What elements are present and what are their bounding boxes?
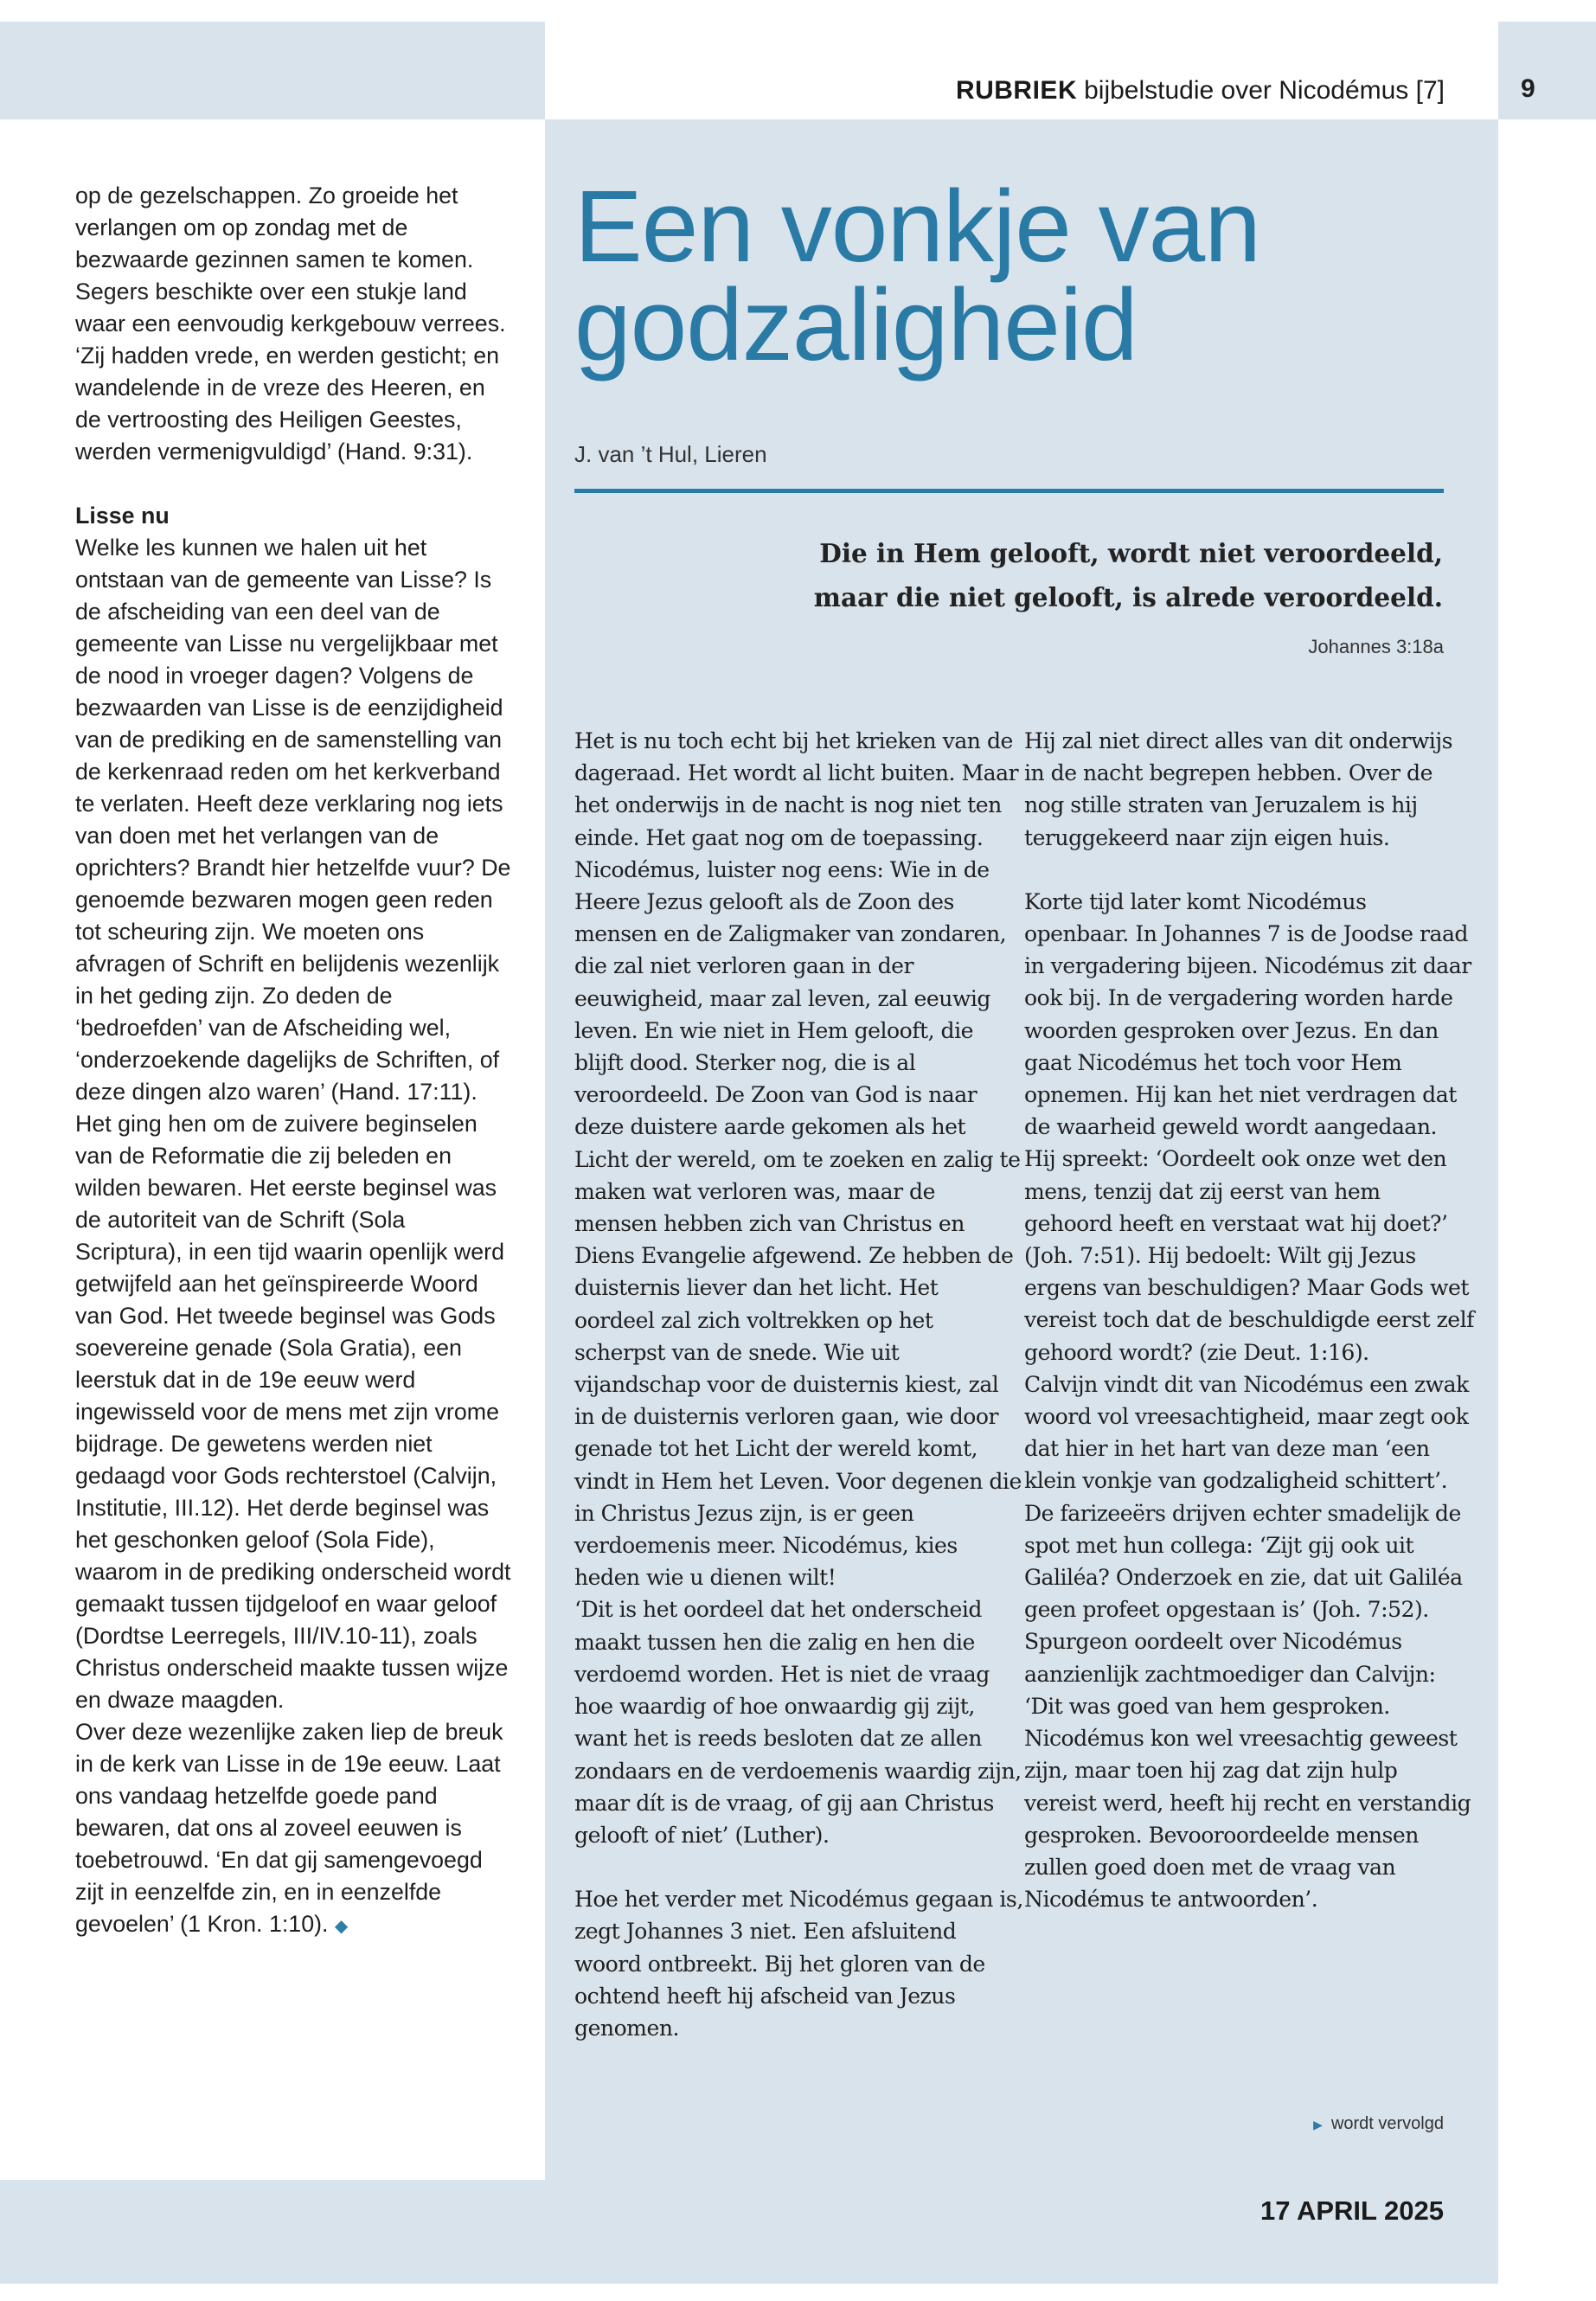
paragraph: Hij zal niet direct alles van dit onderwijs in de nacht begrepen hebben. Over de nog stille straten van Jeruzalem is hij teruggekeerd naar zijn eigen huis. xyxy=(1024,728,1452,850)
paragraph: Nicodémus, luister nog eens: Wie in de Heere Jezus gelooft als de Zoon des mensen en de Zaligmaker van zondaren, die zal niet verloren gaan in der eeuwigheid, maar zal leven, zal eeuwig leven. En wie niet in Hem gelooft, die blijft dood. Sterker nog, die is al veroordeeld. De Zoon van God is naar deze duistere aarde gekomen als het Licht der wereld, om te zoeken en zalig te maken wat verloren was, maar de mensen hebben zich van Christus en Diens Evangelie afgewend. Ze hebben de duisternis liever dan het licht. Het oordeel zal zich voltrekken op het scherpst van de snede. Wie uit vijandschap voor de duisternis kiest, zal in de duisternis verloren gaan, wie door genade tot het Licht der wereld komt, vindt in Hem het Leven. Voor degenen die in Christus Jezus zijn, is er geen verdoemenis meer. Nicodémus, kies heden wie u dienen wilt! xyxy=(574,856,1022,1591)
continued-label: wordt vervolgd xyxy=(1330,2114,1444,2133)
page-number: 9 xyxy=(1521,74,1535,103)
rubriek-label: RUBRIEK xyxy=(955,76,1078,105)
paragraph: op de gezelschappen. Zo groeide het verlangen om op zondag met de bezwaarde gezinnen samen te komen. Segers beschikte over een stukje land waar een eenvoudig kerkgebouw verrees. ‘Zij hadden vrede, en werden gesticht; en wandelende in de vreze des Heeren, en de vertroosting des Heiligen Geestes, werden vermenigvuldigd’ (Hand. 9:31). xyxy=(75,183,506,465)
paragraph: Korte tijd later komt Nicodémus openbaar. In Johannes 7 is de Joodse raad in vergadering bijeen. Nicodémus zit daar ook bij. In de vergadering worden harde woorden gesproken over Jezus. En dan gaat Nicodémus het toch voor Hem opnemen. Hij kan het niet verdragen dat de waarheid geweld wordt aangedaan. Hij spreekt: ‘Oordeelt ook onze wet den mens, tenzij dat zij eerst van hem gehoord heeft en verstaat wat hij doet?’ (Joh. 7:51). Hij bedoelt: Wilt gij Jezus ergens van beschuldigen? Maar Gods wet vereist toch dat de beschuldigde eerst zelf gehoord wordt? (zie Deut. 1:16). xyxy=(1024,888,1474,1365)
title-line: godzaligheid xyxy=(574,268,1138,382)
title-rule xyxy=(574,489,1444,493)
subheading: Lisse nu xyxy=(75,503,170,529)
paragraph: ‘Dit is het oordeel dat het onderscheid maakt tussen hen die zalig en hen die verdoemd worden. Het is niet de vraag hoe waardig of hoe onwaardig gij zijt, want het is reeds besloten dat ze allen zondaars en de verdoemenis waardig zijn, maar dít is de vraag, of gij aan Christus gelooft of niet’ (Luther). xyxy=(574,1597,1022,1848)
triangle-right-icon: ▶ xyxy=(1313,2118,1323,2131)
title-line: Een vonkje van xyxy=(574,170,1260,284)
continued-note xyxy=(1313,2114,1444,2134)
paragraph: Calvijn vindt dit van Nicodémus een zwak woord vol vreesachtigheid, maar zegt ook dat hier in het hart van deze man ‘een klein vonkje van godzaligheid schittert’. xyxy=(1024,1371,1469,1494)
paragraph: Spurgeon oordeelt over Nicodémus aanzienlijk zachtmoediger dan Calvijn: ‘Dit was goed van hem gesproken. Nicodémus kon wel vreesachtig geweest zijn, maar toen hij zag dat zijn hulp vereist werd, heeft hij recht en verstandig gesproken. Bevooroordeelde mensen zullen goed doen met de vraag van Nicodémus te antwoorden’. xyxy=(1024,1629,1471,1913)
quote-line: Die in Hem gelooft, wordt niet veroordeeld, xyxy=(819,538,1443,568)
article-column-2 xyxy=(1024,725,1474,1915)
end-mark-icon: ◆ xyxy=(334,1917,349,1936)
quote-reference: Johannes 3:18a xyxy=(1308,636,1444,657)
scripture-quote xyxy=(664,531,1443,619)
paragraph: Hoe het verder met Nicodémus gegaan is, zegt Johannes 3 niet. Een afsluitend woord ontbreekt. Bij het gloren van de ochtend heeft hij afscheid van Jezus genomen. xyxy=(574,1887,1023,2041)
article-column-1 xyxy=(574,725,1024,2044)
author-byline: J. van ’t Hul, Lieren xyxy=(574,441,767,467)
issue-date: 17 APRIL 2025 xyxy=(1260,2195,1444,2226)
section-title: bijbelstudie over Nicodémus [7] xyxy=(1084,76,1445,105)
quote-line: maar die niet gelooft, is alrede veroordeeld. xyxy=(813,582,1443,612)
paragraph-text: Over deze wezenlijke zaken liep de breuk in de kerk van Lisse in de 19e eeuw. Laat ons vandaag hetzelfde goede pand bewaren, dat ons al zoveel eeuwen is toebetrouwd. ‘En dat gij samengevoegd zijt in eenzelfde zin, en in eenzelfde gevoelen’ (1 Kron. 1:10). xyxy=(75,1719,503,1937)
header-band-right xyxy=(1498,22,1596,119)
article-title xyxy=(574,170,1474,382)
running-header xyxy=(956,76,1445,106)
paragraph: De farizeeërs drijven echter smadelijk de spot met hun collega: ‘Zijt gij ook uit Galiléa? Onderzoek en zie, dat uit Galiléa geen profeet opgestaan is’ (Joh. 7:52). xyxy=(1024,1500,1463,1623)
header-band-left xyxy=(0,22,545,119)
paragraph: Welke les kunnen we halen uit het ontstaan van de gemeente van Lisse? Is de afscheiding van een deel van de gemeente van Lisse nu vergelijkbaar met de nood in vroeger dagen? Volgens de bezwaarden van Lisse is de eenzijdigheid van de prediking en de samenstelling van de kerkenraad reden om het kerkverband te verlaten. Heeft deze verklaring nog iets van doen met het verlangen van de oprichters? Brandt hier hetzelfde vuur? De genoemde bezwaren mogen geen reden tot scheuring zijn. We moeten ons afvragen of Schrift en belijdenis wezenlijk in het geding zijn. Zo deden de ‘bedroefden’ van de Afscheiding wel, ‘onderzoekende dagelijks de Schriften, of deze dingen alzo waren’ (Hand. 17:11). Het ging hen om de zuivere beginselen van de Reformatie die zij beleden en wilden bewaren. Het eerste beginsel was de autoriteit van de Schrift (Sola Scriptura), in een tijd waarin openlijk werd getwijfeld aan het geïnspireerde Woord van God. Het tweede beginsel was Gods soevereine genade (Sola Gratia), een leerstuk dat in de 19e eeuw werd ingewisseld voor de mens met zijn vrome bijdrage. De gewetens werden niet gedaagd voor Gods rechterstoel (Calvijn, Institutie, III.12). Het derde beginsel was het geschonken geloof (Sola Fide), waarom in de prediking onderscheid wordt gemaakt tussen tijdgeloof en waar geloof (Dordtse Leerregels, III/IV.10-11), zoals Christus onderscheid maakte tussen wijze en dwaze maagden. xyxy=(75,535,511,1713)
paragraph: Het is nu toch echt bij het krieken van de dageraad. Het wordt al licht buiten. Maar het onderwijs in de nacht is nog niet ten einde. Het gaat nog om de toepassing. xyxy=(574,728,1019,850)
paragraph xyxy=(75,1716,516,1943)
previous-article-column xyxy=(75,180,516,1943)
